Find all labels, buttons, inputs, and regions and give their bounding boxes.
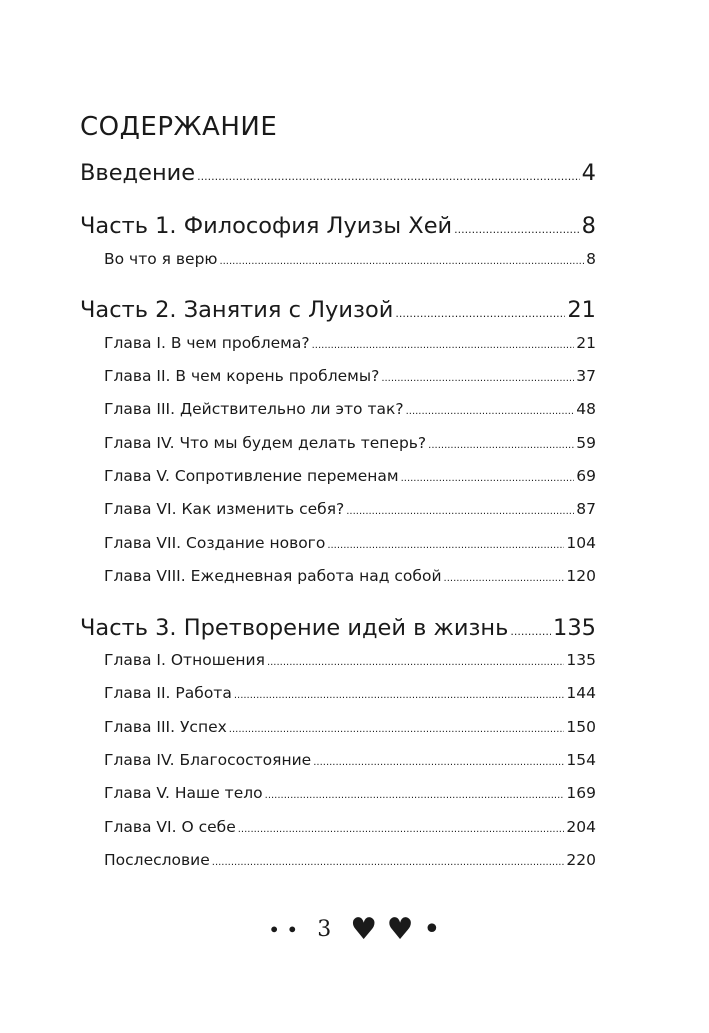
toc-leader-dots — [401, 473, 575, 484]
toc-entry-label: Глава III. Действительно ли это так? — [104, 400, 404, 418]
toc-chapter-entry — [104, 651, 596, 669]
page-title: СОДЕРЖАНИЕ — [80, 112, 278, 142]
toc-leader-dots — [346, 506, 574, 517]
toc-entry-label: Во что я верю — [104, 250, 218, 268]
toc-entry-page: 8 — [586, 250, 596, 268]
toc-leader-dots — [313, 757, 564, 768]
toc-chapter-entry — [104, 367, 596, 385]
toc-entry-page: 220 — [566, 851, 596, 869]
toc-entry-page: 59 — [576, 434, 596, 452]
toc-chapter-entry — [104, 851, 596, 869]
toc-entry-label: Глава VIII. Ежедневная работа над собой — [104, 567, 442, 585]
toc-entry-label: Глава II. Работа — [104, 684, 232, 702]
toc-leader-dots — [229, 724, 565, 735]
toc-entry-page: 69 — [576, 467, 596, 485]
toc-entry-page: 104 — [566, 534, 596, 552]
footer-ornament-left: • • — [268, 917, 299, 942]
toc-leader-dots — [444, 573, 565, 584]
toc-chapter-entry — [104, 400, 596, 418]
toc-chapter-entry — [104, 718, 596, 736]
toc-chapter-entry — [104, 684, 596, 702]
toc-entry-page: 135 — [553, 615, 596, 641]
toc-chapter-entry — [104, 434, 596, 452]
toc-leader-dots — [267, 657, 564, 668]
toc-entry-label: Часть 3. Претворение идей в жизнь — [80, 615, 509, 641]
toc-chapter-entry — [104, 784, 596, 802]
toc-leader-dots — [219, 256, 584, 267]
toc-entry-page: 87 — [576, 500, 596, 518]
toc-chapter-entry — [104, 467, 596, 485]
toc-chapter-entry — [104, 751, 596, 769]
toc-part-entry — [80, 160, 596, 186]
toc-leader-dots — [381, 373, 574, 384]
toc-leader-dots — [197, 170, 580, 183]
toc-entry-label: Часть 2. Занятия с Луизой — [80, 297, 394, 323]
toc-entry-label: Глава IV. Что мы будем делать теперь? — [104, 434, 427, 452]
toc-chapter-entry — [104, 534, 596, 552]
toc-chapter-entry — [104, 567, 596, 585]
toc-entry-page: 204 — [566, 818, 596, 836]
toc-entry-label: Глава II. В чем корень проблемы? — [104, 367, 380, 385]
toc-entry-label: Послесловие — [104, 851, 210, 869]
toc-entry-page: 4 — [581, 160, 596, 186]
toc-entry-label: Глава VI. О себе — [104, 818, 236, 836]
toc-chapter-entry — [104, 500, 596, 518]
page-footer — [0, 912, 709, 947]
toc-entry-page: 21 — [567, 297, 596, 323]
toc-part-entry — [80, 615, 596, 641]
toc-leader-dots — [212, 857, 565, 868]
toc-chapter-entry — [104, 818, 596, 836]
page-number: 3 — [317, 916, 332, 942]
toc-leader-dots — [406, 406, 575, 417]
toc-part-entry — [80, 213, 596, 239]
toc-entry-label: Часть 1. Философия Луизы Хей — [80, 213, 453, 239]
toc-chapter-entry — [104, 334, 596, 352]
toc-entry-page: 48 — [576, 400, 596, 418]
toc-entry-page: 135 — [566, 651, 596, 669]
toc-entry-label: Глава VI. Как изменить себя? — [104, 500, 345, 518]
toc-entry-label: Глава III. Успех — [104, 718, 227, 736]
toc-entry-label: Введение — [80, 160, 196, 186]
toc-leader-dots — [238, 824, 565, 835]
toc-entry-page: 144 — [566, 684, 596, 702]
toc-entry-label: Глава V. Наше тело — [104, 784, 263, 802]
toc-entry-page: 21 — [576, 334, 596, 352]
toc-entry-page: 8 — [581, 213, 596, 239]
toc-entry-page: 169 — [566, 784, 596, 802]
toc-entry-page: 150 — [566, 718, 596, 736]
toc-leader-dots — [234, 690, 565, 701]
toc-leader-dots — [510, 625, 551, 638]
toc-entry-label: Глава IV. Благосостояние — [104, 751, 312, 769]
toc-leader-dots — [428, 440, 574, 451]
toc-entry-label: Глава VII. Создание нового — [104, 534, 326, 552]
toc-leader-dots — [395, 307, 565, 320]
toc-entry-page: 120 — [566, 567, 596, 585]
toc-entry-page: 154 — [566, 751, 596, 769]
toc-leader-dots — [265, 790, 565, 801]
footer-ornament-right: ♥ ♥ • — [350, 912, 441, 947]
toc-leader-dots — [327, 540, 564, 551]
toc-entry-page: 37 — [576, 367, 596, 385]
toc-chapter-entry — [104, 250, 596, 268]
toc-leader-dots — [312, 340, 575, 351]
toc-leader-dots — [454, 223, 580, 236]
toc-part-entry — [80, 297, 596, 323]
toc-entry-label: Глава I. В чем проблема? — [104, 334, 310, 352]
toc-entry-label: Глава V. Сопротивление переменам — [104, 467, 399, 485]
toc-entry-label: Глава I. Отношения — [104, 651, 265, 669]
